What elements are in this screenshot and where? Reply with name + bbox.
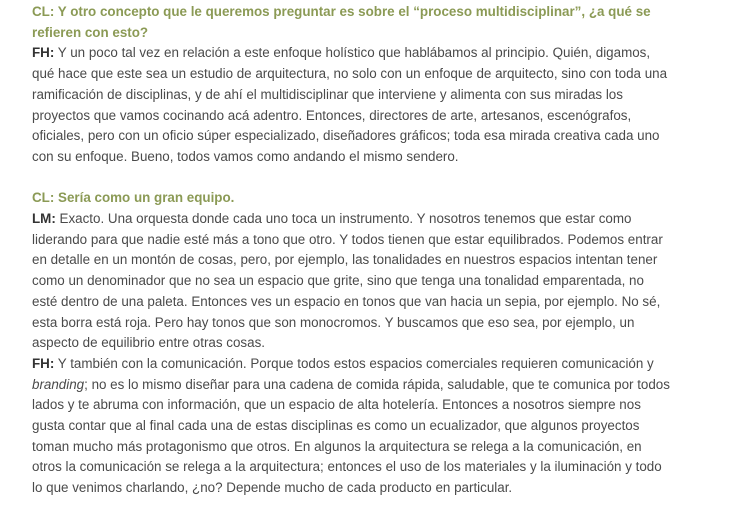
speaker-label: LM: [32, 211, 56, 227]
interview-block [32, 2, 672, 168]
interview-block [32, 188, 672, 499]
answer-text-italic: branding [32, 376, 85, 392]
answer-text: ; no es lo mismo diseñar para una cadena de comida rápida, saludable, que te comunica por todos lados y te abruma con información, que un espacio de alta hotelería. Entonces a nosotros siempre nos gusta contar que al final cada una de estas disciplinas es como un ecualizador, que algunos proyectos toman mucho más protagonismo que otros. En algunos la arquitectura se relega a la comunicación, en otros la comunicación se relega a la arquitectura; entonces el uso de los materiales y la iluminación y todo lo que venimos charlando, ¿no? Depende mucho de cada producto en particular. [32, 376, 670, 496]
interview-answer [32, 209, 672, 354]
interview-question: CL: Y otro concepto que le queremos preguntar es sobre el “proceso multidisciplinar”, ¿a qué se refieren con esto? [32, 4, 651, 40]
answer-text: Y también con la comunicación. Porque todos estos espacios comerciales requieren comunicación y [54, 355, 654, 371]
speaker-label: FH: [32, 355, 55, 371]
speaker-label: FH: [32, 45, 55, 61]
block-spacer [32, 168, 672, 189]
interview-answer [32, 354, 672, 499]
answer-text: Y un poco tal vez en relación a este enfoque holístico que hablábamos al principio. Quién, digamos, qué hace que este sea un estudio de arquitectura, no solo con un enfoque de arquitecto, sino con toda una ramificación de disciplinas, y de ahí el multidisciplinar que interviene y alimenta con sus miradas los proyectos que vamos cocinando acá adentro. Entonces, directores de arte, artesanos, escenógrafos, oficiales, pero con un oficio súper especializado, diseñadores gráficos; toda esa mirada creativa cada uno con su enfoque. Bueno, todos vamos como andando el mismo sendero. [32, 45, 668, 164]
interview-article [32, 2, 672, 499]
interview-question: CL: Sería como un gran equipo. [32, 190, 235, 206]
answer-text: Exacto. Una orquesta donde cada uno toca un instrumento. Y nosotros tenemos que estar como liderando para que nadie esté más a tono que otro. Y todos tienen que estar equilibrados. Podemos entrar en detalle en un montón de cosas, pero, por ejemplo, las tonalidades en nuestros espacios intentan tener como un denominador que no sea un espacio que grite, sino que tenga una tonalidad emparentada, no esté dentro de una paleta. Entonces ves un espacio en tonos que van hacia un sepia, por ejemplo. No sé, esta borra está roja. Pero hay tonos que son monocromos. Y buscamos que eso sea, por ejemplo, un aspecto de equilibrio entre otras cosas. [32, 211, 663, 351]
interview-answer [32, 43, 672, 167]
